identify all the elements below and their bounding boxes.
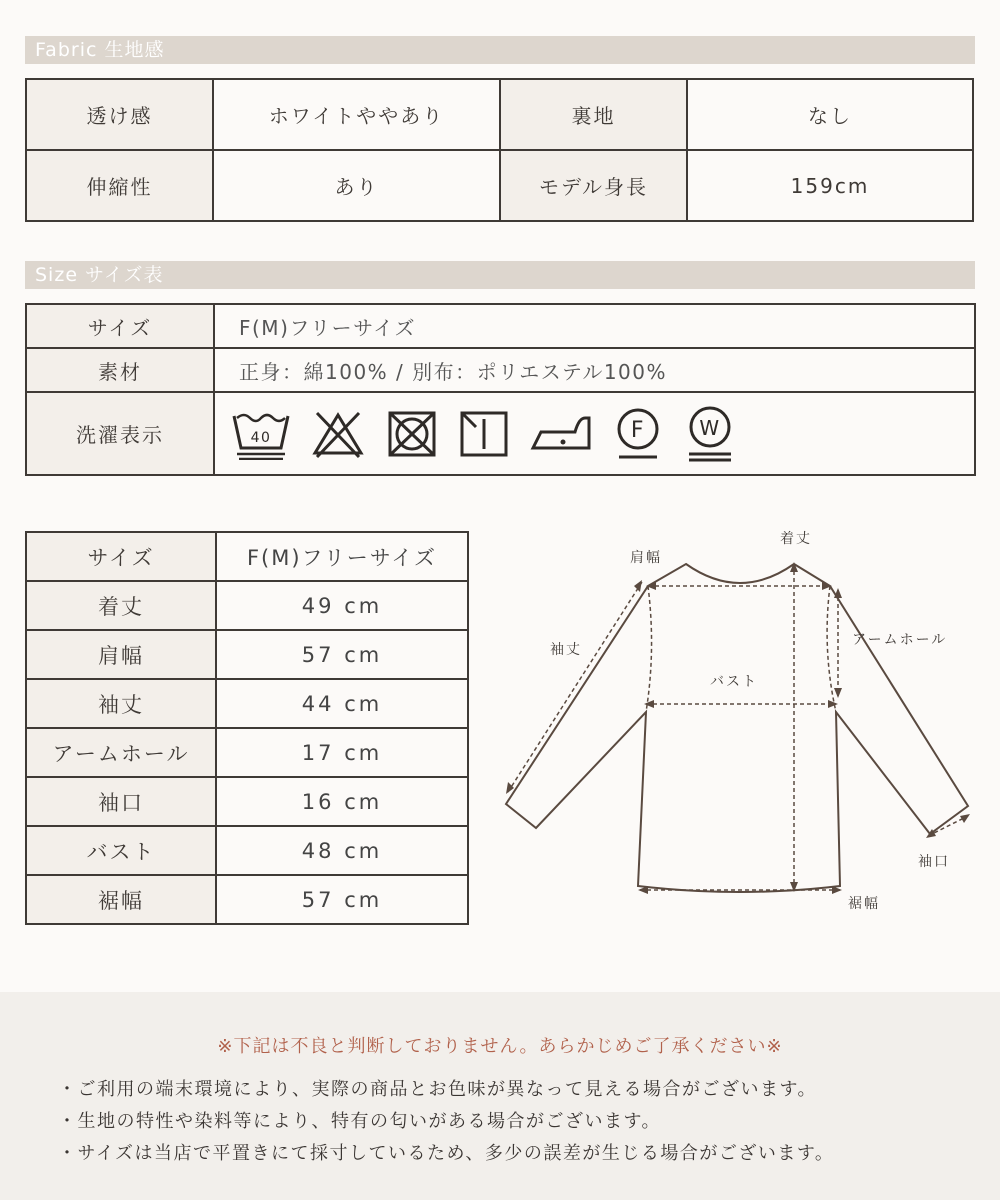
fabric-value: ホワイトややあり <box>213 79 500 150</box>
care-icons <box>227 405 974 463</box>
table-row <box>26 304 975 348</box>
fabric-label: モデル身長 <box>500 150 687 221</box>
table-row <box>26 581 468 630</box>
notice-title: ※下記は不良と判断しておりません。あらかじめご了承ください※ <box>217 1036 783 1057</box>
material-label: 素材 <box>26 348 214 392</box>
care-label: 洗濯表示 <box>26 392 214 475</box>
wetclean-letter: W <box>699 415 721 440</box>
diagram-label-bust: バスト <box>710 674 758 690</box>
dryclean-letter: F <box>630 417 646 443</box>
size-section-title: Size サイズ表 <box>25 261 975 289</box>
table-row <box>26 875 468 924</box>
wetclean-w-icon <box>683 405 737 463</box>
measurement-label: アームホール <box>26 728 216 777</box>
fabric-label: 裏地 <box>500 79 687 150</box>
table-row <box>26 728 468 777</box>
size-label: サイズ <box>26 304 214 348</box>
measurement-value: 44 cm <box>216 679 468 728</box>
table-row <box>26 679 468 728</box>
fabric-value: あり <box>213 150 500 221</box>
measurement-value: 49 cm <box>216 581 468 630</box>
table-row <box>26 777 468 826</box>
notice-list <box>58 1074 834 1170</box>
diagram-label-cuff: 袖口 <box>918 854 950 870</box>
list-item: ・サイズは当店で平置きにて採寸しているため、多少の誤差が生じる場合がございます。 <box>58 1143 835 1164</box>
list-item: ・生地の特性や染料等により、特有の匂いがある場合がございます。 <box>58 1111 662 1132</box>
measurement-table <box>25 531 469 925</box>
fabric-value: なし <box>687 79 973 150</box>
measurement-header-label: サイズ <box>26 532 216 581</box>
notice-section <box>0 992 1000 1200</box>
measurement-value: 17 cm <box>216 728 468 777</box>
fabric-section-title: Fabric 生地感 <box>25 36 975 64</box>
measurement-value: 57 cm <box>216 630 468 679</box>
measurement-label: 袖口 <box>26 777 216 826</box>
table-row <box>26 150 973 221</box>
list-item: ・ご利用の端末環境により、実際の商品とお色味が異なって見える場合がございます。 <box>58 1079 818 1100</box>
table-row <box>26 79 973 150</box>
dryclean-f-icon <box>613 407 663 461</box>
fabric-label: 透け感 <box>26 79 213 150</box>
measurement-label: 袖丈 <box>26 679 216 728</box>
measurement-header-value: F(M)フリーサイズ <box>216 532 468 581</box>
diagram-label-shoulder: 肩幅 <box>630 550 662 566</box>
fabric-label: 伸縮性 <box>26 150 213 221</box>
care-icons-cell <box>214 392 975 475</box>
table-row <box>26 630 468 679</box>
wash-40-icon <box>231 408 291 460</box>
table-row <box>26 826 468 875</box>
measurement-label: 着丈 <box>26 581 216 630</box>
garment-diagram <box>500 520 980 920</box>
table-header-row <box>26 532 468 581</box>
diagram-label-hem: 裾幅 <box>848 896 880 912</box>
table-row <box>26 392 975 475</box>
no-bleach-icon <box>311 409 365 459</box>
measurement-label: 肩幅 <box>26 630 216 679</box>
fabric-value: 159cm <box>687 150 973 221</box>
measurement-value: 16 cm <box>216 777 468 826</box>
measurement-label: バスト <box>26 826 216 875</box>
material-value: 正身：綿100% / 別布：ポリエステル100% <box>214 348 975 392</box>
fabric-table <box>25 78 974 222</box>
diagram-label-sleeve: 袖丈 <box>550 642 582 658</box>
wash-temp-label: 40 <box>250 429 272 446</box>
no-tumble-dry-icon <box>385 409 439 459</box>
measurement-label: 裾幅 <box>26 875 216 924</box>
diagram-label-length: 着丈 <box>780 531 812 547</box>
size-value: F(M)フリーサイズ <box>214 304 975 348</box>
line-dry-shade-icon <box>459 409 509 459</box>
iron-low-icon <box>529 412 593 456</box>
size-info-table <box>25 303 976 476</box>
diagram-label-armhole: アームホール <box>852 632 948 648</box>
measurement-value: 48 cm <box>216 826 468 875</box>
table-row <box>26 348 975 392</box>
measurement-value: 57 cm <box>216 875 468 924</box>
